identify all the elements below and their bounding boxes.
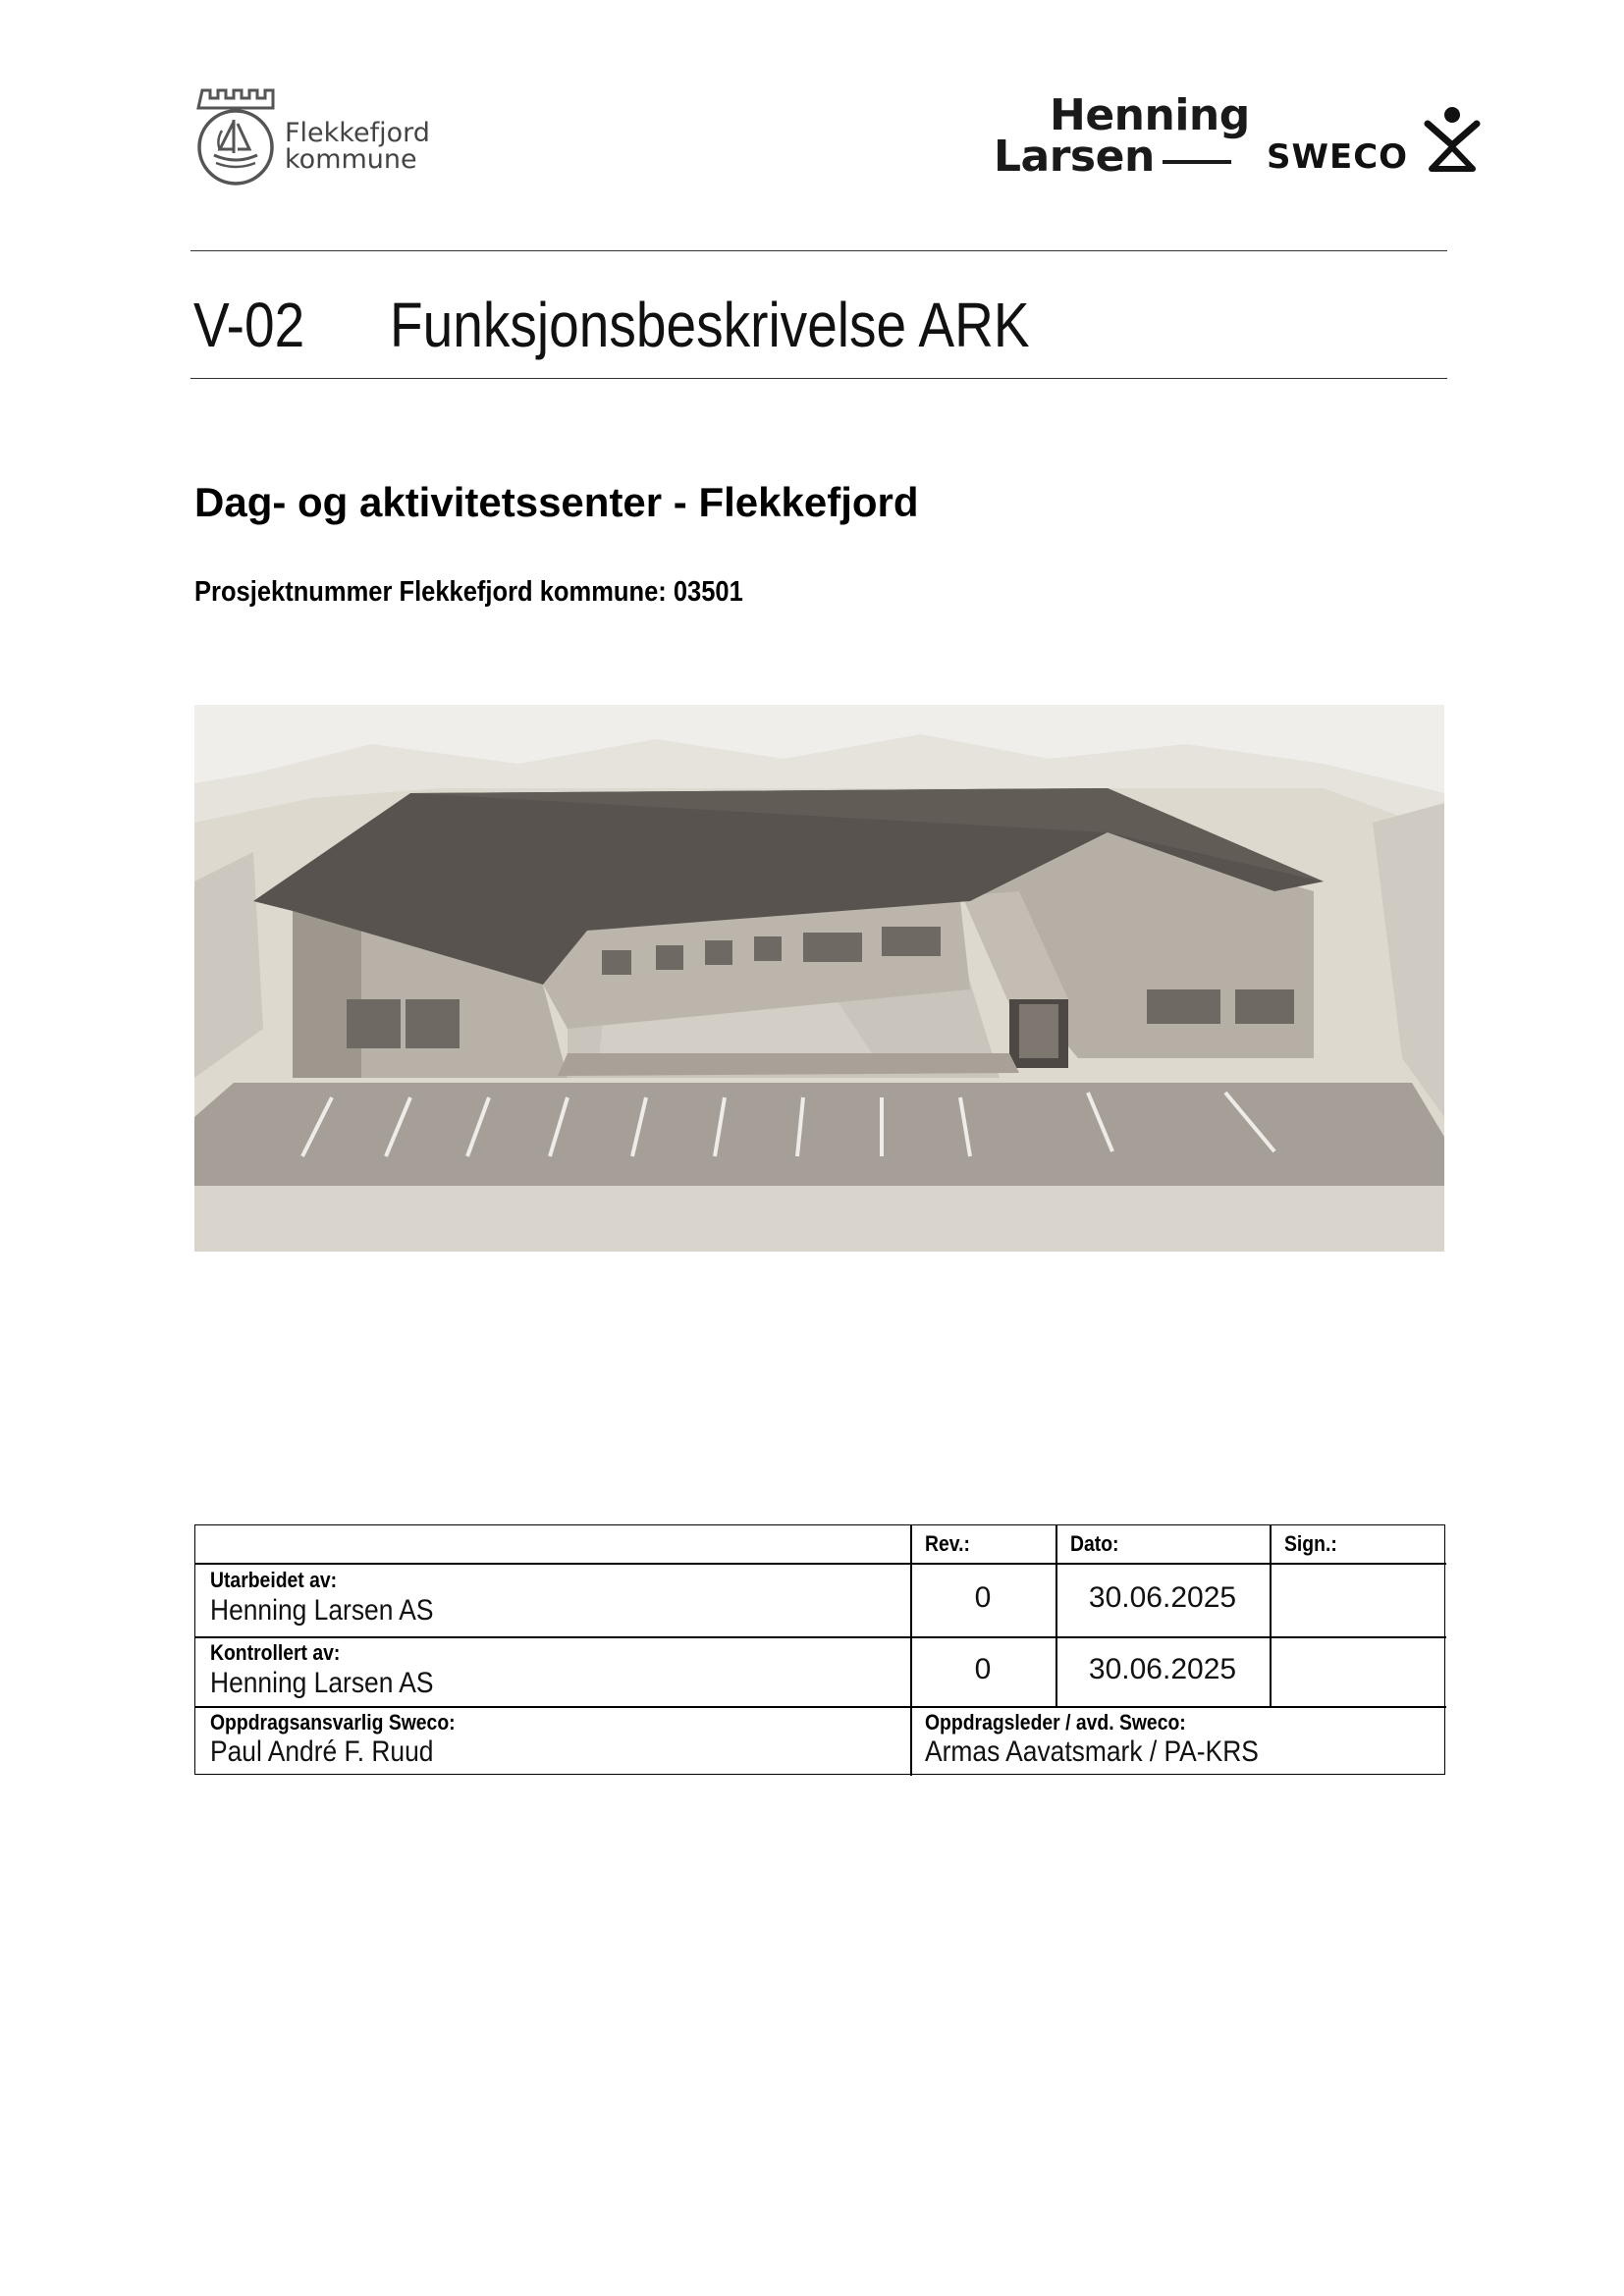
table-rule bbox=[910, 1525, 912, 1776]
project-number: Prosjektnummer Flekkefjord kommune: 03501 bbox=[194, 576, 743, 608]
sweco-logo bbox=[1267, 106, 1483, 185]
flekkefjord-kommune-logo bbox=[194, 86, 430, 194]
client-logo-line2: kommune bbox=[285, 144, 417, 175]
rev-header: Rev.: bbox=[925, 1531, 970, 1556]
title-bottom-rule bbox=[190, 378, 1447, 379]
sweco-logo-text: SWECO bbox=[1267, 137, 1409, 177]
prepared-date: 30.06.2025 bbox=[1088, 1581, 1237, 1614]
assignment-leader-value: Armas Aavatsmark / PA-KRS bbox=[925, 1735, 1259, 1768]
sign-header: Sign.: bbox=[1284, 1531, 1337, 1556]
prepared-by-value: Henning Larsen AS bbox=[210, 1594, 434, 1627]
checked-by-label: Kontrollert av: bbox=[210, 1640, 341, 1665]
henning-larsen-logo bbox=[994, 90, 1250, 182]
project-title: Dag- og aktivitetssenter - Flekkefjord bbox=[194, 479, 919, 525]
title-top-rule bbox=[190, 250, 1447, 251]
document-title: Funksjonsbeskrivelse ARK bbox=[390, 290, 1030, 360]
prepared-by-label: Utarbeidet av: bbox=[210, 1568, 338, 1592]
table-rule bbox=[195, 1563, 1446, 1565]
assignment-responsible-value: Paul André F. Ruud bbox=[210, 1735, 434, 1768]
signature-table bbox=[194, 1524, 1445, 1775]
building-rendering bbox=[194, 705, 1444, 1252]
prepared-rev: 0 bbox=[974, 1581, 992, 1614]
checked-by-value: Henning Larsen AS bbox=[210, 1667, 434, 1699]
architect-logo-dash bbox=[1163, 160, 1231, 164]
checked-date: 30.06.2025 bbox=[1088, 1653, 1237, 1685]
document-code: V-02 bbox=[193, 290, 305, 360]
table-rule bbox=[195, 1706, 1446, 1708]
table-rule bbox=[195, 1636, 1446, 1638]
flekkefjord-coat-of-arms-icon bbox=[194, 86, 277, 189]
architect-logo-line2: Larsen bbox=[994, 132, 1155, 182]
assignment-leader-label: Oppdragsleder / avd. Sweco: bbox=[925, 1710, 1186, 1735]
aerial-building-render-image bbox=[194, 705, 1444, 1252]
client-logo-line1: Flekkefjord bbox=[285, 118, 430, 148]
architect-logo-line1: Henning bbox=[1050, 90, 1250, 140]
assignment-responsible-label: Oppdragsansvarlig Sweco: bbox=[210, 1710, 456, 1735]
date-header: Dato: bbox=[1070, 1531, 1119, 1556]
table-rule bbox=[1270, 1525, 1272, 1706]
checked-rev: 0 bbox=[974, 1653, 992, 1685]
sweco-figure-icon bbox=[1422, 106, 1483, 175]
